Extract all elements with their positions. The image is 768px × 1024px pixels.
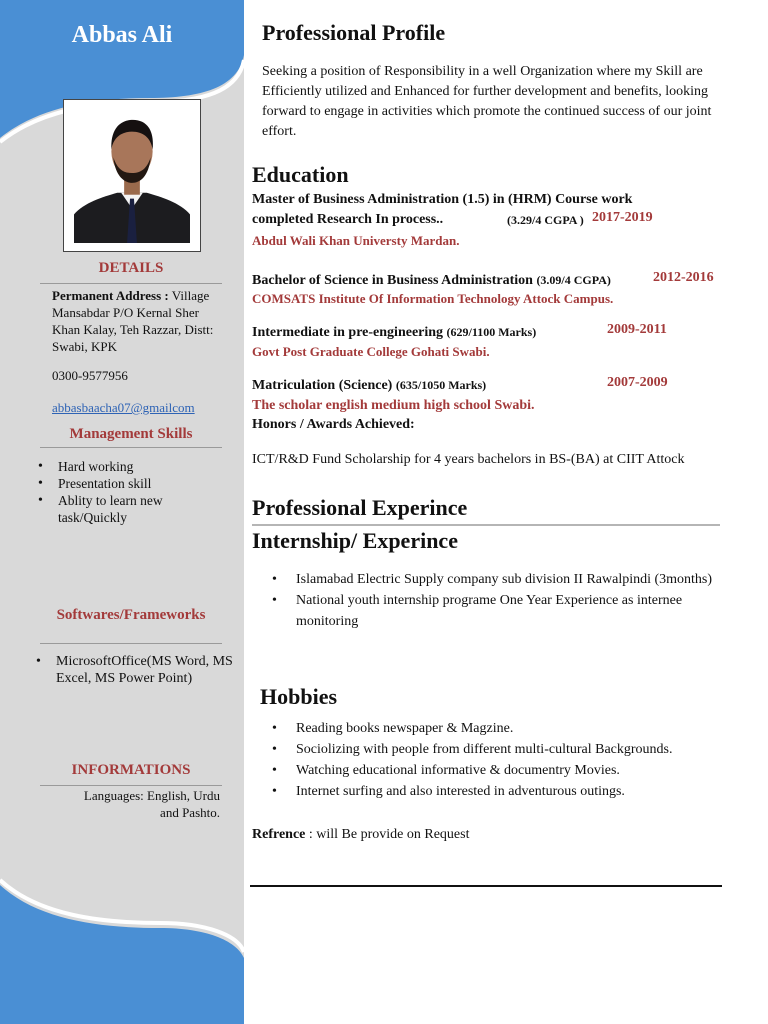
honors-heading: Honors / Awards Achieved: (252, 417, 415, 432)
education-heading: Education (252, 162, 349, 187)
mba-years: 2017-2019 (592, 210, 653, 225)
sidebar (0, 0, 244, 1024)
management-skills-title: Management Skills (69, 426, 193, 442)
internship-heading: Internship/ Experince (252, 528, 458, 553)
email-link[interactable]: abbasbaacha07@gmailcom (52, 400, 195, 415)
profile-text: Seeking a position of Responsibility in a well Organization where my Skill are Efficiently utilized and Enhanced for further development and benefits, looking forward to engage in activities which promote the continued success of our joint effort. (262, 64, 712, 139)
bs-years: 2012-2016 (653, 270, 714, 285)
profile-heading: Professional Profile (262, 20, 446, 45)
informations-divider (40, 785, 222, 786)
inter-degree: Intermediate in pre-engineering (629/1100 Marks) (252, 325, 537, 340)
list-item: • Hard working (34, 458, 194, 475)
phone-number: 0300-9577956 (52, 368, 128, 383)
bs-institute: COMSATS Institute Of Information Technology Attock Campus. (252, 291, 614, 306)
software-divider (40, 643, 222, 644)
matric-institute: The scholar english medium high school Swabi. (252, 398, 535, 413)
honors-text: ICT/R&D Fund Scholarship for 4 years bachelors in BS-(BA) at CIIT Attock (252, 452, 685, 467)
hobbies-heading: Hobbies (260, 684, 338, 709)
details-divider (40, 283, 222, 284)
list-item: • Islamabad Electric Supply company sub division II Rawalpindi (3months) (252, 569, 722, 590)
address-label: Permanent Address : (52, 288, 169, 303)
reference-line (252, 825, 469, 845)
mba-cgpa: (3.29/4 CGPA ) (507, 213, 584, 227)
informations-title: INFORMATIONS (71, 762, 191, 778)
profile-photo (63, 99, 201, 252)
inter-years: 2009-2011 (607, 322, 667, 337)
matric-degree: Matriculation (Science) (635/1050 Marks) (252, 378, 487, 393)
inter-institute: Govt Post Graduate College Gohati Swabi. (252, 344, 490, 359)
experience-divider (252, 524, 720, 526)
mba-line2: completed Research In process.. (252, 212, 444, 227)
list-item: • Watching educational informative & documentry Movies. (252, 760, 722, 781)
address-value: Village Mansabdar P/O Kernal Sher Khan Kalay, Teh Razzar, Distt: Swabi, KPK (52, 288, 214, 354)
footer-divider (250, 885, 722, 887)
reference-label: Refrence (252, 827, 306, 842)
mba-line1: Master of Business Administration (1.5) in (HRM) Course work (252, 192, 633, 207)
software-list (32, 653, 238, 687)
matric-years: 2007-2009 (607, 375, 668, 390)
mba-institute: Abdul Wali Khan Universty Mardan. (252, 233, 460, 248)
list-item: • Sociolizing with people from different multi-cultural Backgrounds. (252, 739, 722, 760)
person-portrait-icon (74, 108, 190, 243)
management-divider (40, 447, 222, 448)
address-block (52, 287, 220, 355)
list-item: • Presentation skill (34, 475, 194, 492)
list-item: • Reading books newspaper & Magzine. (252, 718, 722, 739)
software-title: Softwares/Frameworks (56, 607, 206, 623)
bs-degree: Bachelor of Science in Business Administration (3.09/4 CGPA) (252, 273, 611, 288)
list-item: • MicrosoftOffice(MS Word, MS Excel, MS Power Point) (32, 653, 238, 687)
languages-text: Languages: English, Urdu and Pashto. (83, 788, 220, 820)
list-item: • Internet surfing and also interested in adventurous outings. (252, 781, 722, 802)
hobbies-list (252, 718, 722, 802)
details-title: DETAILS (98, 260, 164, 276)
candidate-name: Abbas Ali (71, 22, 173, 48)
experience-heading: Professional Experince (252, 495, 468, 520)
list-item: • National youth internship programe One Year Experience as internee monitoring (252, 590, 722, 632)
reference-text: : will Be provide on Request (305, 827, 470, 842)
internship-list (252, 569, 722, 632)
management-skills-list (34, 458, 194, 526)
list-item: • Ablity to learn new task/Quickly (34, 492, 194, 526)
